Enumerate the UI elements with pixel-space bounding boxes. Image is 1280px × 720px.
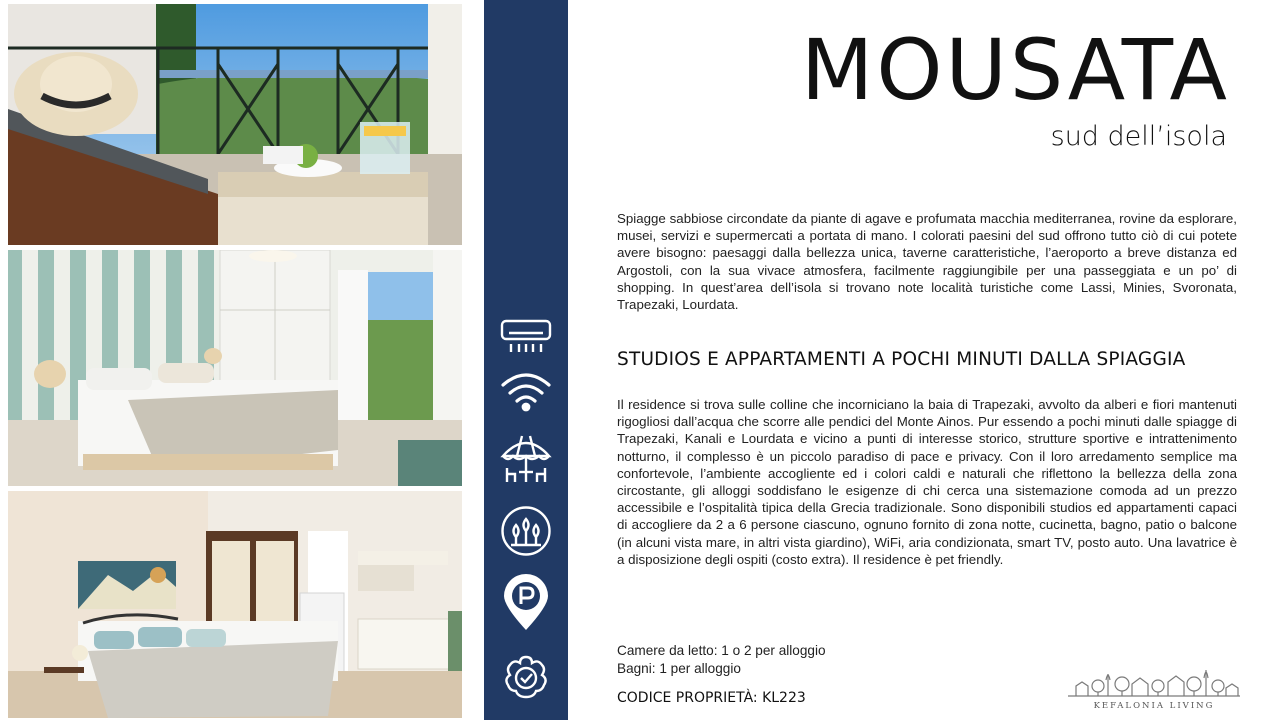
parking-icon bbox=[497, 574, 555, 632]
bedrooms-fact: Camere da letto: 1 o 2 per alloggio bbox=[617, 643, 826, 658]
photo-column bbox=[8, 4, 462, 718]
wifi-icon bbox=[497, 362, 555, 420]
kefalonia-living-logo bbox=[1066, 660, 1242, 716]
amenity-band bbox=[484, 0, 568, 720]
description-paragraph: Il residence si trova sulle colline che incorniciano la baia di Trapezaki, avvolto da alberi e fiori mantenuti rigogliosi dall’acqua che scorre alle pendici del Monte Ainos. Pur essendo a pochi minuti dalle spiagge di Trapezaki, Kanali e Lourdata e vicino a punti di interesse storico, strutture sportive e intrattenimento notturno, il complesso è un piccolo paradiso di pace e privacy. Con il loro arredamento semplice ma confortevole, l’ambiente accogliente ed i colori caldi e naturali che riflettono la bellezza della zona circostante, gli alloggi soddisfano le esigenze di chi cerca una sistemazione comoda ad un prezzo accessibile e l’ospitalità tipica della Grecia tradizionale. Sono disponibili studios ed appartamenti capaci di accogliere da 2 a 6 persone ciascuno, ognuno fornito di zona notte, cucinetta, bagno, patio o balcone (in alcuni vista mare, in altri vista giardino), WiFi, aria condizionata, smart TV, posto auto. Una lavatrice è a disposizione degli ospiti (costo extra). Il residence è pet friendly. bbox=[617, 397, 1237, 567]
bedroom-photo bbox=[8, 250, 462, 486]
studio-photo bbox=[8, 491, 462, 718]
pet-friendly-icon bbox=[497, 648, 555, 706]
patio-umbrella-icon bbox=[497, 430, 555, 488]
garden-icon bbox=[497, 502, 555, 560]
air-conditioner-icon bbox=[497, 308, 555, 366]
logo-skyline-icon bbox=[1066, 660, 1242, 700]
property-code: CODICE PROPRIETÀ: KL223 bbox=[617, 690, 806, 706]
page-title: MOUSATA bbox=[800, 21, 1230, 119]
facts-list bbox=[617, 642, 826, 678]
logo-text: KEFALONIA LIVING bbox=[1093, 701, 1215, 711]
section-heading: STUDIOS E APPARTAMENTI A POCHI MINUTI DALLA SPIAGGIA bbox=[617, 349, 1186, 370]
page-subtitle: sud dell’isola bbox=[1050, 121, 1227, 152]
balcony-photo bbox=[8, 4, 462, 245]
bathrooms-fact: Bagni: 1 per alloggio bbox=[617, 661, 741, 676]
intro-paragraph: Spiagge sabbiose circondate da piante di agave e profumata macchia mediterranea, rovine da esplorare, musei, servizi e supermercati a portata di mano. I colorati paesini del sud offrono tutto ciò di cui potete avere bisogno: paesaggi dalla bellezza unica, taverne caratteristiche, l’aeroporto a breve distanza ed Argostoli, con la sua vivace atmosfera, facilmente raggiungibile per una passeggiata e un po’ di shopping. In quest’area dell’isola si trovano note località turistiche come Lassi, Minies, Svoronata, Trapezaki, Lourdata. bbox=[617, 211, 1237, 313]
